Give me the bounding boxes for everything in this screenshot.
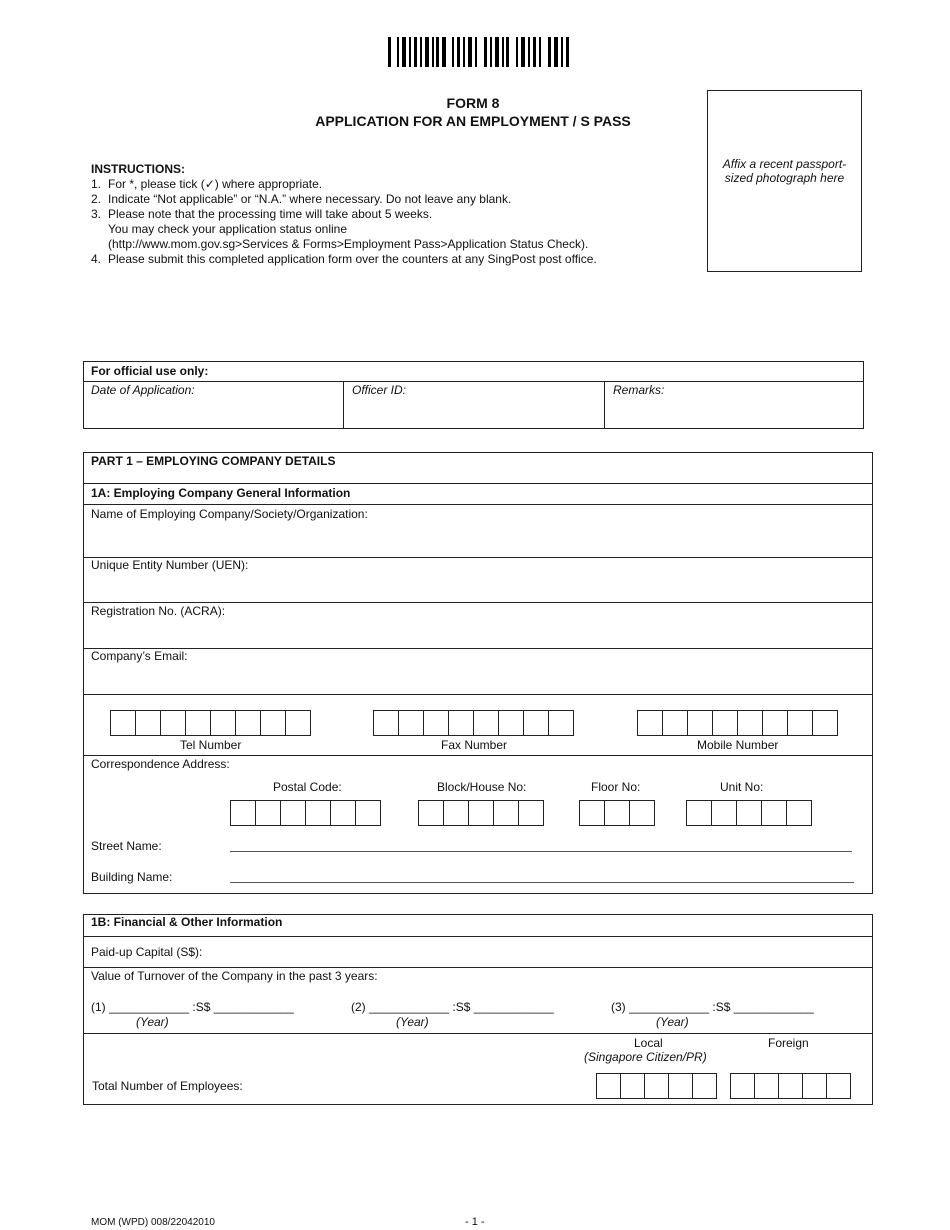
instruction-number xyxy=(91,222,108,237)
foreign-label: Foreign xyxy=(768,1036,809,1050)
local-label: Local xyxy=(634,1036,663,1050)
form-number: FORM 8 xyxy=(446,95,500,111)
instruction-text: Please note that the processing time will take about 5 weeks. xyxy=(108,207,433,221)
instruction-number: 2. xyxy=(91,192,102,206)
instructions-heading: INSTRUCTIONS: xyxy=(91,162,185,176)
instruction-item xyxy=(91,177,691,192)
instruction-number: 4. xyxy=(91,252,102,266)
section-1b xyxy=(83,914,873,1105)
unit-no-label: Unit No: xyxy=(720,780,764,794)
date-of-application-field[interactable]: Date of Application: xyxy=(91,383,195,397)
year-label-1: (Year) xyxy=(136,1015,169,1029)
photo-instruction: Affix a recent passport-sized photograph here xyxy=(722,157,847,185)
turnover-line-2[interactable]: (2) ____________ :S$ ____________ xyxy=(351,1000,554,1014)
turnover-line-3[interactable]: (3) ____________ :S$ ____________ xyxy=(611,1000,814,1014)
remarks-field[interactable]: Remarks: xyxy=(613,383,665,397)
instruction-text: (http://www.mom.gov.sg>Services & Forms>Employment Pass>Application Status Check). xyxy=(108,237,589,251)
form-code: MOM (WPD) 008/22042010 xyxy=(91,1217,215,1228)
unit-no-input[interactable] xyxy=(686,800,812,826)
instruction-item xyxy=(91,192,691,207)
foreign-employees-input[interactable] xyxy=(730,1073,851,1099)
correspondence-address-label: Correspondence Address: xyxy=(91,757,230,771)
official-use-heading: For official use only: xyxy=(91,364,209,378)
official-use-box xyxy=(83,361,864,429)
photo-box[interactable] xyxy=(707,90,862,272)
postal-code-label: Postal Code: xyxy=(273,780,342,794)
instructions-list xyxy=(91,177,691,267)
part1-heading: PART 1 – EMPLOYING COMPANY DETAILS xyxy=(91,454,336,468)
total-employees-label: Total Number of Employees: xyxy=(92,1079,243,1093)
tel-number-label: Tel Number xyxy=(180,738,242,752)
company-email-field[interactable]: Company’s Email: xyxy=(91,649,188,663)
mobile-number-input[interactable] xyxy=(637,710,838,736)
instruction-item xyxy=(91,222,691,237)
tel-number-input[interactable] xyxy=(110,710,311,736)
officer-id-field[interactable]: Officer ID: xyxy=(352,383,407,397)
block-house-label: Block/House No: xyxy=(437,780,527,794)
instruction-number: 3. xyxy=(91,207,102,221)
local-sub-label: (Singapore Citizen/PR) xyxy=(584,1050,707,1064)
instruction-item xyxy=(91,252,691,267)
section-1a-heading: 1A: Employing Company General Information xyxy=(91,486,351,500)
building-name-label: Building Name: xyxy=(91,870,173,884)
block-house-input[interactable] xyxy=(418,800,544,826)
barcode xyxy=(388,37,572,67)
building-name-line[interactable] xyxy=(230,882,854,883)
instruction-number xyxy=(91,237,108,252)
instruction-item xyxy=(91,237,691,252)
instruction-text: For *, please tick (✓) where appropriate. xyxy=(108,177,323,191)
instruction-text: You may check your application status online xyxy=(108,222,348,236)
mobile-number-label: Mobile Number xyxy=(697,738,779,752)
floor-no-label: Floor No: xyxy=(591,780,641,794)
part1-section xyxy=(83,452,873,894)
section-1b-heading: 1B: Financial & Other Information xyxy=(91,915,283,929)
uen-field[interactable]: Unique Entity Number (UEN): xyxy=(91,558,249,572)
instruction-text: Indicate “Not applicable” or “N.A.” where necessary. Do not leave any blank. xyxy=(108,192,512,206)
street-name-label: Street Name: xyxy=(91,839,162,853)
instruction-number: 1. xyxy=(91,177,102,191)
company-name-field[interactable]: Name of Employing Company/Society/Organization: xyxy=(91,507,368,521)
local-employees-input[interactable] xyxy=(596,1073,717,1099)
year-label-3: (Year) xyxy=(656,1015,689,1029)
registration-field[interactable]: Registration No. (ACRA): xyxy=(91,604,226,618)
fax-number-input[interactable] xyxy=(373,710,574,736)
instruction-text: Please submit this completed application form over the counters at any SingPost post office. xyxy=(108,252,597,266)
form-title: APPLICATION FOR AN EMPLOYMENT / S PASS xyxy=(315,113,631,129)
year-label-2: (Year) xyxy=(396,1015,429,1029)
floor-no-input[interactable] xyxy=(579,800,655,826)
turnover-label: Value of Turnover of the Company in the past 3 years: xyxy=(91,969,378,983)
street-name-line[interactable] xyxy=(230,851,852,852)
fax-number-label: Fax Number xyxy=(441,738,508,752)
instruction-item xyxy=(91,207,691,222)
paid-up-capital-field[interactable]: Paid-up Capital (S$): xyxy=(91,945,203,959)
turnover-line-1[interactable]: (1) ____________ :S$ ____________ xyxy=(91,1000,294,1014)
page-number: - 1 - xyxy=(465,1216,485,1228)
postal-code-input[interactable] xyxy=(230,800,381,826)
